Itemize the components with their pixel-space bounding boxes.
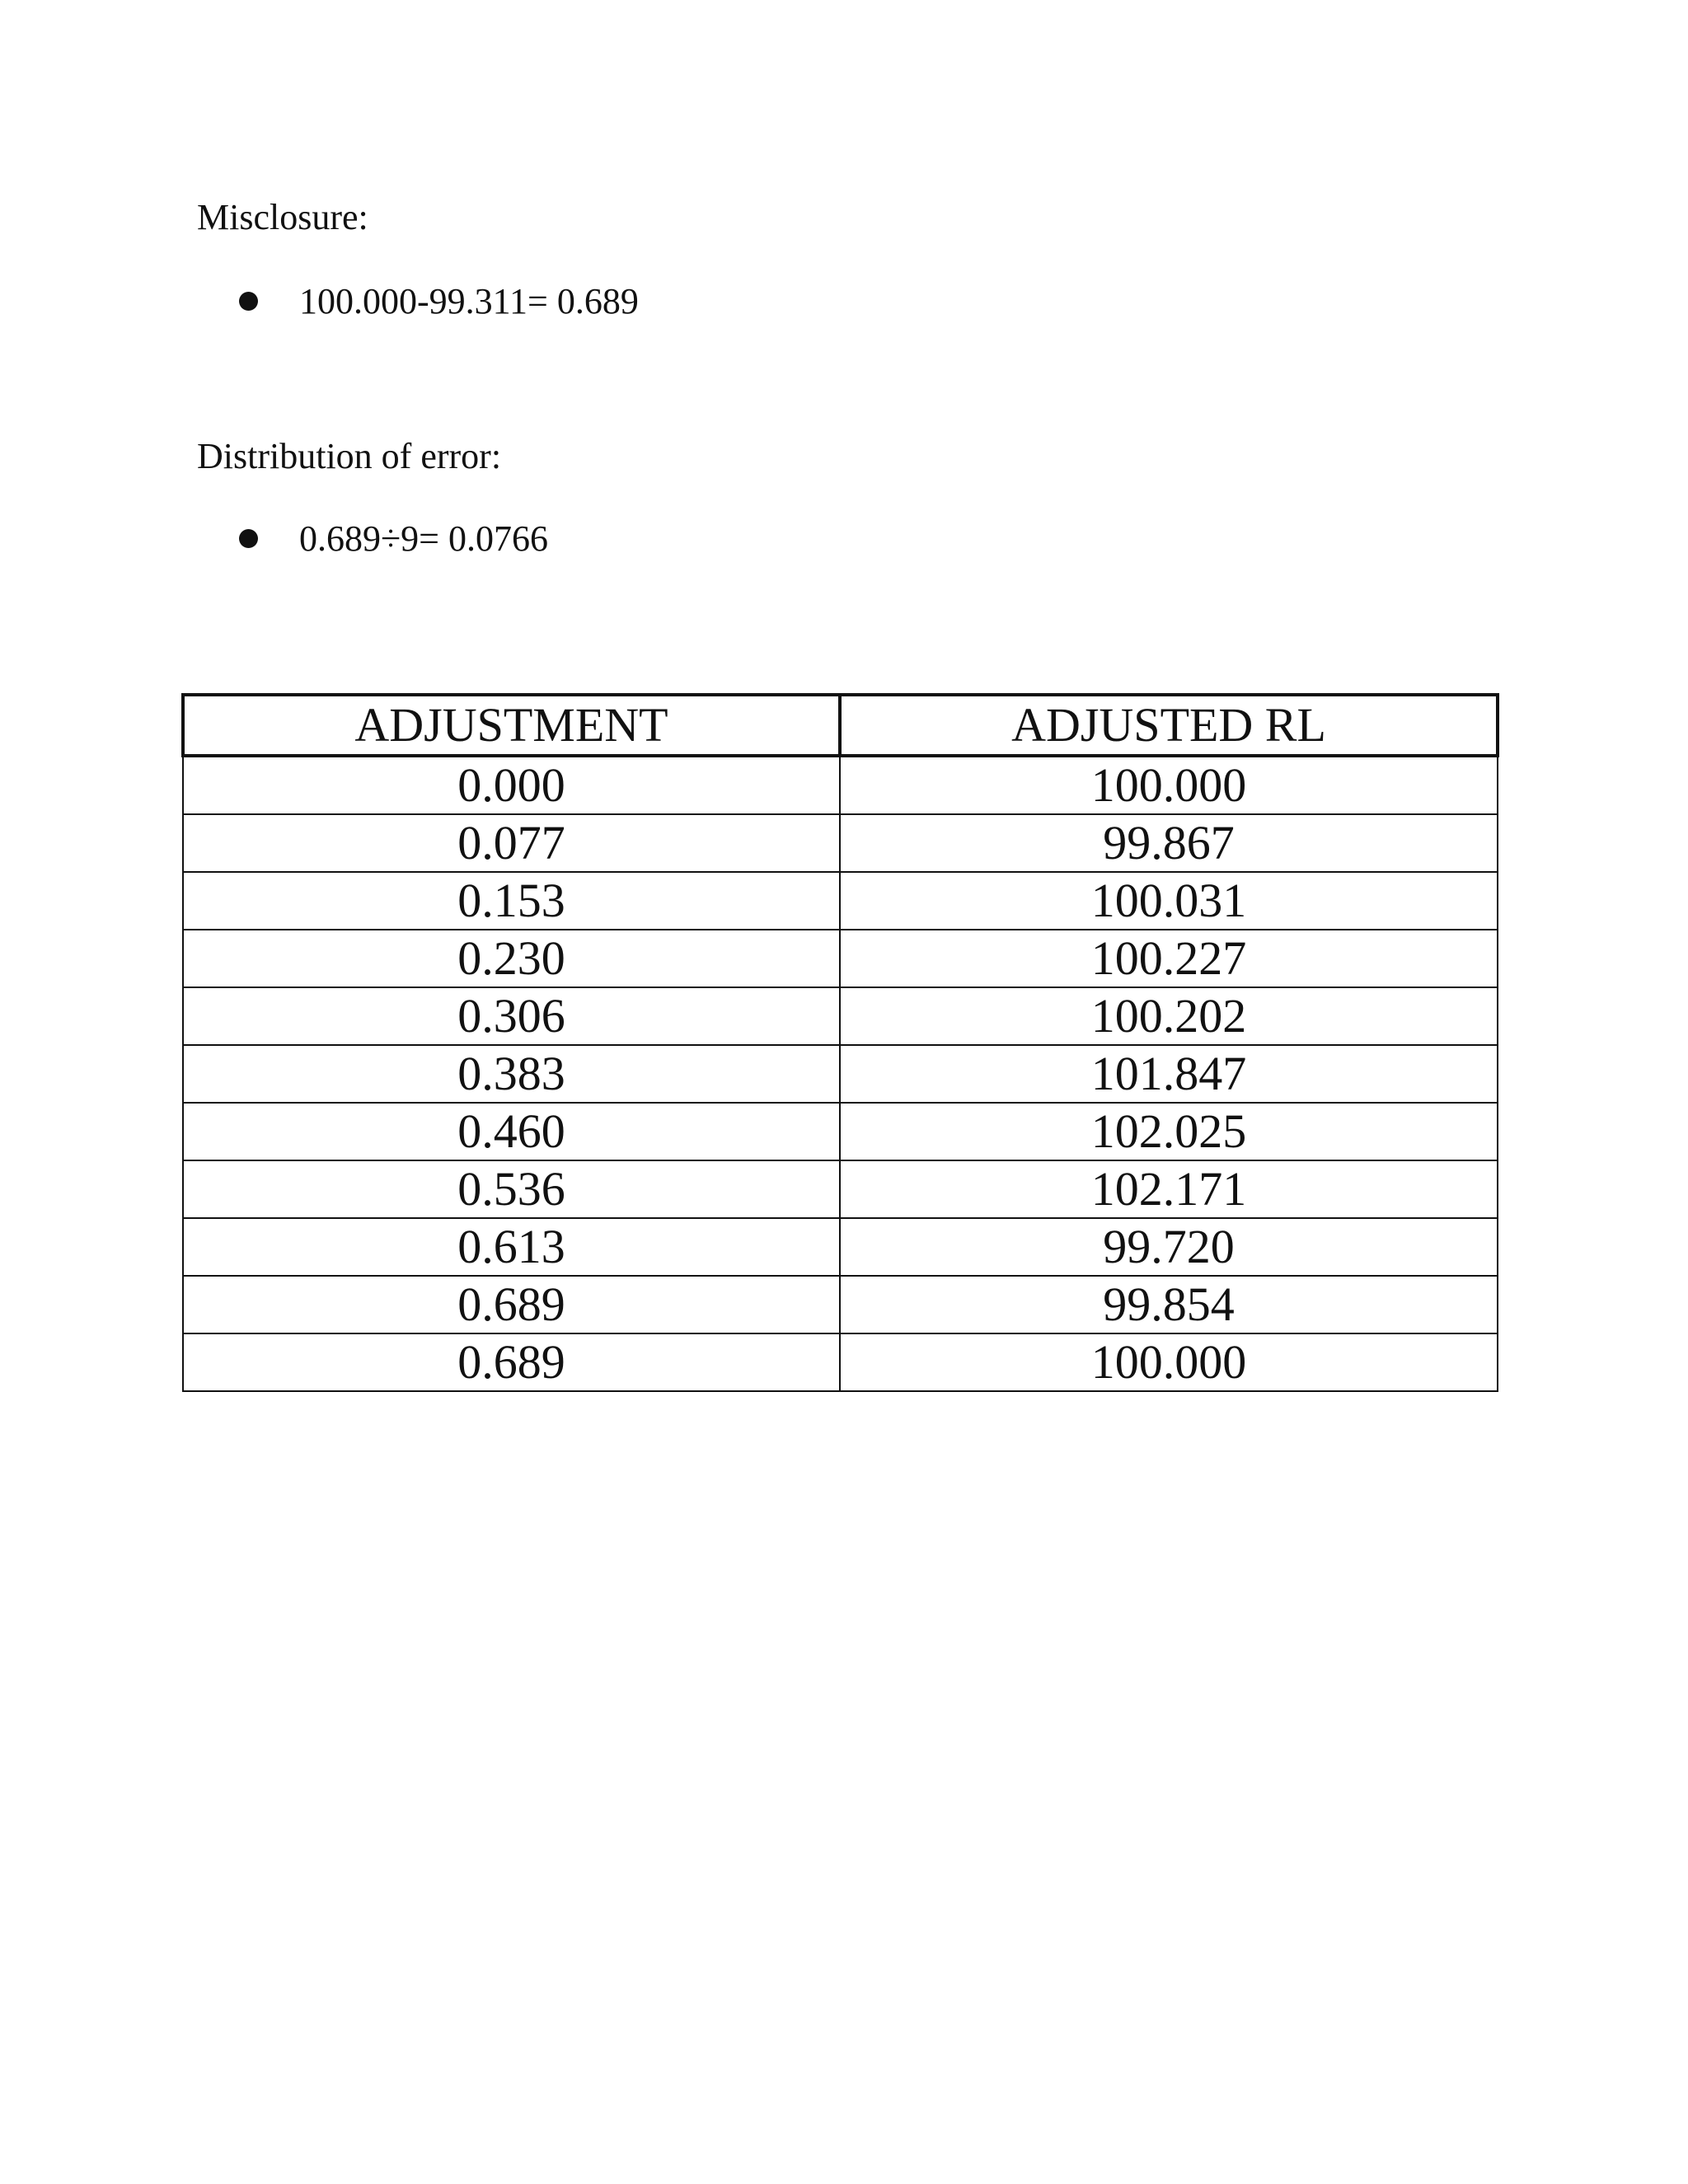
adjusted-rl-cell: 102.171 — [840, 1160, 1498, 1218]
column-header-adjustment: ADJUSTMENT — [183, 695, 840, 756]
table-row — [183, 814, 1498, 872]
misclosure-formula: 100.000-99.311= 0.689 — [299, 280, 639, 321]
column-header-adjusted-rl: ADJUSTED RL — [840, 695, 1498, 756]
table-row — [183, 1276, 1498, 1333]
adjusted-rl-cell: 99.720 — [840, 1218, 1498, 1276]
table-row — [183, 987, 1498, 1045]
table-row — [183, 872, 1498, 930]
table-row — [183, 1103, 1498, 1160]
adjusted-rl-cell: 99.867 — [840, 814, 1498, 872]
distribution-bullet — [239, 513, 548, 563]
adjusted-rl-cell: 101.847 — [840, 1045, 1498, 1103]
bullet-icon — [239, 292, 258, 311]
table-header-row — [183, 695, 1498, 756]
adjustment-cell: 0.460 — [183, 1103, 840, 1160]
adjusted-rl-cell: 100.227 — [840, 930, 1498, 987]
adjustment-cell: 0.306 — [183, 987, 840, 1045]
adjustment-cell: 0.000 — [183, 756, 840, 814]
misclosure-heading: Misclosure: — [197, 197, 368, 237]
adjustment-cell: 0.230 — [183, 930, 840, 987]
table-row — [183, 1333, 1498, 1391]
adjustment-cell: 0.613 — [183, 1218, 840, 1276]
bullet-icon — [239, 529, 258, 548]
adjusted-rl-cell: 99.854 — [840, 1276, 1498, 1333]
table-row — [183, 930, 1498, 987]
adjusted-rl-cell: 100.000 — [840, 756, 1498, 814]
table-row — [183, 756, 1498, 814]
adjustment-cell: 0.689 — [183, 1276, 840, 1333]
adjustment-cell: 0.383 — [183, 1045, 840, 1103]
misclosure-bullet — [239, 276, 639, 326]
adjustment-table — [181, 693, 1499, 1392]
adjustment-cell: 0.536 — [183, 1160, 840, 1218]
adjustment-cell: 0.077 — [183, 814, 840, 872]
adjustment-cell: 0.689 — [183, 1333, 840, 1391]
adjusted-rl-cell: 100.202 — [840, 987, 1498, 1045]
adjusted-rl-cell: 102.025 — [840, 1103, 1498, 1160]
adjustment-cell: 0.153 — [183, 872, 840, 930]
adjusted-rl-cell: 100.000 — [840, 1333, 1498, 1391]
distribution-heading: Distribution of error: — [197, 436, 502, 476]
adjusted-rl-cell: 100.031 — [840, 872, 1498, 930]
table-row — [183, 1160, 1498, 1218]
table-row — [183, 1218, 1498, 1276]
distribution-formula: 0.689÷9= 0.0766 — [299, 518, 548, 559]
table-row — [183, 1045, 1498, 1103]
